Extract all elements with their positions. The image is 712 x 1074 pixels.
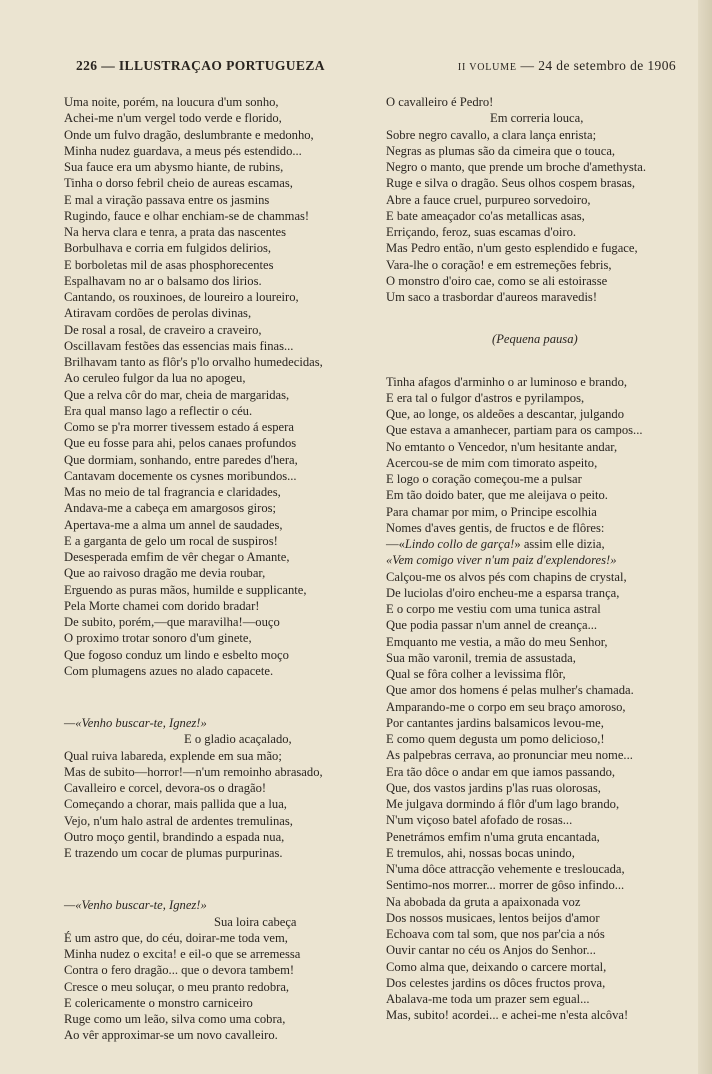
verse-line: Ruge e silva o dragão. Seus olhos cospem brasas, (386, 176, 636, 191)
verse-line: Qual ruiva labareda, explende em sua mão; (64, 748, 282, 763)
quote-prefix: —« (386, 537, 405, 551)
page-header (76, 58, 676, 76)
verse-line: Ao vêr approximar-se um novo cavalleiro. (64, 1028, 278, 1043)
verse-line: Achei-me n'um vergel todo verde e florido, (64, 111, 282, 126)
left-stanza-1 (64, 94, 354, 679)
verse-line: Abre a fauce cruel, purpureo sorvedoiro, (386, 192, 591, 207)
verse-line: Echoava com tal som, que nos par'cia a nós (386, 927, 605, 941)
verse-line: Uma noite, porém, na loucura d'um sonho, (64, 95, 279, 109)
verse-line: E tremulos, ahi, nossas bocas unindo, (386, 845, 575, 860)
verse-line: Penetrámos emfim n'uma gruta encantada, (386, 829, 600, 844)
speech-line (64, 715, 354, 731)
speech-text: —«Venho buscar-te, Ignez!» (64, 716, 207, 730)
verse-line: Para chamar por mim, o Principe escolhia (386, 504, 597, 519)
verse-line: Minha nudez guardava, a meus pés estendido... (64, 143, 302, 158)
verse-line: De rosal a rosal, de craveiro a craveiro, (64, 322, 262, 337)
verse-line: Acercou-se de mim com timorato aspeito, (386, 455, 598, 470)
verse-line: Mas, subito! acordei... e achei-me n'esta alcôva! (386, 1008, 629, 1023)
verse-line: Mas no meio de tal fragrancia e claridades, (64, 485, 281, 499)
verse-line: Calçou-me os alvos pés com chapins de crystal, (386, 569, 627, 584)
verse-line: E borboletas mil de asas phosphorecentes (64, 257, 274, 272)
verse-line: Ao ceruleo fulgor da lua no apogeu, (64, 371, 246, 386)
verse-line: Erguendo as puras mãos, humilde e supplicante, (64, 582, 307, 597)
page-edge (698, 0, 712, 1074)
stage-direction: (Pequena pausa) (492, 332, 578, 347)
verse-line: E o corpo me vestiu com uma tunica astral (386, 602, 601, 616)
verse-line: Que, dos vastos jardins p'las ruas olorosas, (386, 780, 601, 795)
verse-line: Por cantantes jardins balsamicos levou-me, (386, 715, 604, 730)
verse-line: Desesperada emfim de vêr chegar o Amante, (64, 550, 290, 564)
verse-line: Me julgava dormindo á flôr d'um lago brando, (386, 797, 620, 811)
verse-line: Sentimo-nos morrer... morrer de gôso infindo... (386, 878, 625, 893)
verse-line: Como se p'ra morrer tivessem estado á espera (64, 420, 294, 434)
opening-continuation: Em correria louca, (490, 111, 584, 126)
verse-line: Dos nossos musicaes, lentos beijos d'amor (386, 910, 600, 925)
verse-line: Rugindo, fauce e olhar enchiam-se de chammas! (64, 208, 310, 223)
right-stanza-1 (386, 127, 666, 306)
verse-line: Cresce o meu soluçar, o meu pranto redobra, (64, 979, 290, 994)
verse-line: Tinha o dorso febril cheio de aureas escamas, (64, 176, 293, 191)
verse-line: Na abobada da gruta a apaixonada voz (386, 894, 581, 909)
verse-line: Sobre negro cavallo, a clara lança enrista; (386, 127, 597, 142)
verse-line: Emquanto me vestia, a mão do meu Senhor, (386, 634, 608, 649)
left-stanza-2 (64, 748, 354, 862)
verse-line: Outro moço gentil, brandindo a espada nua, (64, 829, 285, 844)
verse-line: Que fogoso conduz um lindo e esbelto moço (64, 647, 289, 662)
right-stanza-2b (386, 569, 666, 1024)
verse-line: Negro o manto, que prende um broche d'amethysta. (386, 160, 647, 174)
page-title: 226 — ILLUSTRAÇAO PORTUGUEZA (76, 58, 325, 73)
right-column (386, 94, 666, 1024)
verse-line: Qual se fôra colher a levissima flôr, (386, 667, 566, 681)
verse-line: Na herva clara e tenra, a prata das nascentes (64, 225, 287, 239)
verse-line: De luciolas d'oiro encheu-me a esparsa trança, (386, 585, 620, 600)
verse-line: Dos celestes jardins os dôces fructos prova, (386, 975, 606, 990)
verse-line: E mal a viração passava entre os jasmins (64, 192, 270, 207)
verse-line: Negras as plumas são da cimeira que o touca, (386, 143, 616, 158)
verse-line: Minha nudez o excita! e eil-o que se arremessa (64, 947, 301, 961)
quote-line (386, 536, 666, 552)
verse-line: Mas Pedro então, n'um gesto esplendido e fugace, (386, 241, 638, 256)
quote-line (386, 552, 666, 568)
verse-line: Cavalleiro e corcel, devora-os o dragão! (64, 781, 267, 795)
verse-line: Que dormiam, sonhando, entre paredes d'hera, (64, 452, 298, 467)
left-column (64, 94, 354, 1044)
verse-line: E era tal o fulgor d'astros e pyrilampos, (386, 390, 585, 405)
opening-line: O cavalleiro é Pedro! (386, 95, 494, 109)
issue-info (458, 58, 676, 74)
verse-line: Mas de subito—horror!—n'um remoinho abrasado, (64, 764, 323, 779)
verse-line: Vara-lhe o coração! e em estremeções febris, (386, 257, 612, 272)
verse-line: É um astro que, do céu, doirar-me toda vem, (64, 930, 288, 945)
quote-suffix: » assim elle dizia, (514, 537, 605, 551)
speech-continuation: Sua loira cabeça (214, 914, 297, 929)
verse-line: Oscillavam festões das essencias mais finas... (64, 338, 294, 353)
verse-line: Brilhavam tanto as flôr's p'lo orvalho humedecidas, (64, 355, 323, 369)
verse-line: Um saco a trasbordar d'aureos maravedis! (386, 290, 598, 304)
quote-text: «Vem comigo viver n'um paiz d'explendores!» (386, 553, 617, 568)
verse-line: Contra o fero dragão... que o devora tambem! (64, 963, 295, 978)
verse-line: Atiravam cordões de perolas divinas, (64, 306, 252, 321)
verse-line: Ruge como um leão, silva como uma cobra, (64, 1012, 286, 1026)
verse-line: Que, ao longe, os aldeões a descantar, julgando (386, 407, 624, 421)
verse-line: Era tão dôce o andar em que iamos passando, (386, 764, 616, 779)
verse-line: Cantavam docemente os cysnes moribundos... (64, 468, 297, 483)
verse-line: Que eu fosse para ahi, pelos canaes profundos (64, 436, 297, 451)
verse-line: Tinha afagos d'arminho o ar luminoso e brando, (386, 374, 628, 389)
verse-line: E bate ameaçador co'as metallicas asas, (386, 208, 585, 223)
verse-line: Cantando, os rouxinoes, de loureiro a loureiro, (64, 290, 299, 304)
verse-line: Começando a chorar, mais pallida que a lua, (64, 797, 287, 812)
verse-line: Que amor dos homens é pelas mulher's chamada. (386, 683, 634, 698)
verse-line: E a garganta de gelo um rocal de suspiros! (64, 533, 278, 548)
issue-date: — 24 de setembro de 1906 (520, 58, 676, 73)
speech-text: —«Venho buscar-te, Ignez!» (64, 898, 207, 913)
verse-line: Nomes d'aves gentis, de fructos e de flôres: (386, 520, 605, 535)
verse-line: Que estava a amanhecer, partiam para os campos... (386, 423, 643, 438)
verse-line: Que ao raivoso dragão me devia roubar, (64, 566, 266, 581)
volume-label: II VOLUME (457, 62, 517, 73)
verse-line: E colericamente o monstro carniceiro (64, 995, 253, 1010)
verse-line: De subito, porém,—que maravilha!—ouço (64, 615, 280, 629)
verse-line: No emtanto o Vencedor, n'um hesitante andar, (386, 439, 618, 454)
verse-line: O proximo trotar sonoro d'um ginete, (64, 631, 252, 646)
verse-line: Que a relva côr do mar, cheia de margaridas, (64, 387, 290, 402)
verse-line: E como quem degusta um pomo delicioso,! (386, 732, 605, 746)
verse-line: Vejo, n'um halo astral de ardentes tremulinas, (64, 813, 293, 828)
verse-line: E logo o coração começou-me a pulsar (386, 472, 582, 486)
verse-line: Sua fauce era um abysmo hiante, de rubins, (64, 160, 284, 174)
verse-line: Borbulhava e corria em fulgidos delirios, (64, 241, 272, 256)
verse-line: E trazendo um cocar de plumas purpurinas. (64, 846, 283, 860)
verse-line: O monstro d'oiro cae, como se ali estoirasse (386, 273, 608, 288)
verse-line: Erriçando, feroz, suas escamas d'oiro. (386, 225, 577, 239)
verse-line: Espalhavam no ar o balsamo dos lirios. (64, 273, 262, 288)
verse-line: Apertava-me a alma um annel de saudades, (64, 517, 283, 532)
verse-line: Pela Morte chamei com dorido bradar! (64, 598, 260, 613)
verse-line: As palpebras cerrava, ao pronunciar meu nome... (386, 748, 633, 763)
left-stanza-3 (64, 930, 354, 1044)
verse-line: Sua mão varonil, tremia de assustada, (386, 650, 576, 665)
verse-line: Que podia passar n'um annel de creança... (386, 618, 598, 633)
right-stanza-2a (386, 374, 666, 537)
verse-line: Abalava-me toda um prazer sem egual... (386, 992, 590, 1006)
verse-line: N'uma dôce attracção vehemente e tresloucada, (386, 862, 625, 876)
speech-continuation: E o gladio acaçalado, (184, 732, 292, 747)
verse-line: Era qual manso lago a reflectir o céu. (64, 403, 253, 418)
verse-line: Amparando-me o corpo em seu braço amoroso, (386, 699, 626, 714)
verse-line: Como alma que, deixando o carcere mortal, (386, 959, 607, 974)
verse-line: Onde um fulvo dragão, deslumbrante e medonho, (64, 127, 314, 142)
verse-line: N'um viçoso batel afofado de rosas... (386, 813, 573, 828)
verse-line: Ouvir cantar no céu os Anjos do Senhor... (386, 943, 596, 958)
verse-line: Com plumagens azues no alado capacete. (64, 663, 274, 678)
verse-line: Andava-me a cabeça em amargosos giros; (64, 501, 277, 516)
verse-line: Em tão doido bater, que me aleijava o peito. (386, 488, 608, 503)
quote-text: Lindo collo de garça! (404, 537, 515, 551)
speech-line (64, 897, 354, 913)
